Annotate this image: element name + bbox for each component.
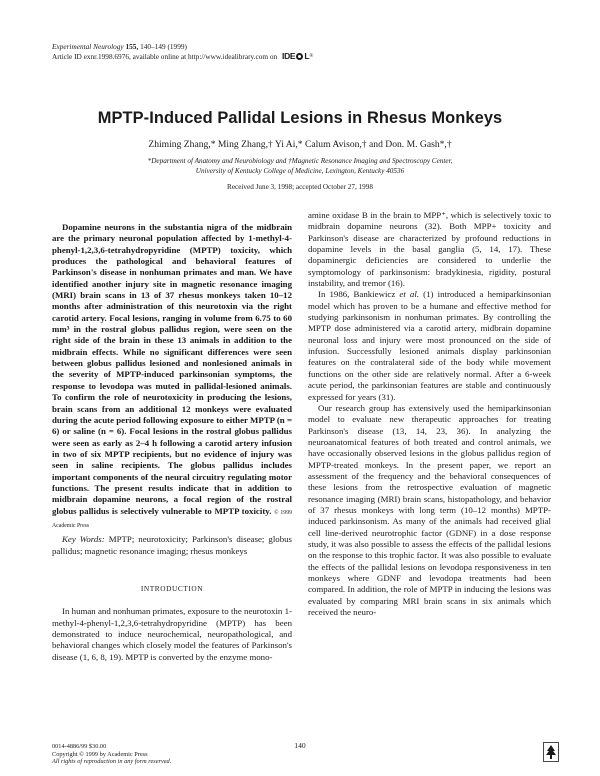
article-id-text: Article ID exnr.1998.6976, available online at http://www.idealibrary.com on [52,51,278,61]
journal-pages-year: 140–149 (1999) [140,42,187,51]
abstract-copyright: © 1999 Academic Press [52,509,292,529]
left-column [52,222,292,663]
introduction-heading: INTRODUCTION [140,583,204,593]
affiliation-line-2: University of Kentucky College of Medicine, Lexington, Kentucky 40536 [195,167,405,175]
intro-paragraph-3-rest: (1) introduced a hemiparkinsonian model which has proven to be a humane and effective method for studying parkinsonism in nonhuman primates. By controlling the MPTP dose administered via a carotid artery, midbrain dopamine neuronal loss and injury were most pronounced on the side of infusion. Successfully lesioned animals display parkinsonian features on the contralateral side of the body while movement functions on the other side are relatively normal. After a 6-week acute period, the parkinsonian features are stable and continuously expressed for years (31). [308,289,551,402]
article-title: MPTP-Induced Pallidal Lesions in Rhesus Monkeys [97,109,503,127]
author-list: Zhiming Zhang,* Ming Zhang,† Yi Ai,* Calum Avison,† and Don. M. Gash*,† [148,139,452,150]
intro-paragraph-1: In human and nonhuman primates, exposure to the neurotoxin 1-methyl-4-phenyl-1,2,3,6-tetrahydropyridine (MPTP) has been demonstrated to induce neurochemical, neuropathological, and behavioral changes which closely model the features of Parkinson's disease (1, 6, 8, 19). MPTP is converted by the enzyme mono- [52,606,292,662]
affiliations [0,156,600,176]
journal-header [52,42,313,62]
article-id-line [52,52,313,62]
intro-paragraph-2: amine oxidase B in the brain to MPP⁺, which is selectively toxic to midbrain dopamine neurons (32). Both MPP+ toxicity and Parkinson's disease are characterized by profound reductions in dopamine levels in the basal ganglia (5, 14, 17). These dopaminergic deficiencies are considered to underlie the symptomology of parkinsonism: bradykinesia, rigidity, postural instability, and tremor (16). [308,210,551,289]
footer-rights: All rights of reproduction in any form reserved. [52,758,172,766]
right-column [308,210,551,618]
abstract [52,222,292,532]
intro-paragraph-3 [308,289,551,402]
keywords [52,534,292,557]
intro-paragraph-4: Our research group has extensively used the hemiparkinsonian model to evaluate new therapeutic approaches for treating Parkinson's disease (13, 14, 23, 36). In analyzing the neuroanatomical features of both treated and control animals, we have occasionally observed lesions in the globus pallidus region of MPTP-treated monkeys. In the present paper, we report an assessment of the frequency and the behavioral consequences of these lesions from the retrospective evaluation of magnetic resonance imaging (MRI) brain scans, histopathology, and behavior of 37 rhesus monkeys with long term (10–12 months) MPTP-induced parkinsonism. As many of the animals had received glial cell line-derived neurotrophic factor (GDNF) in a dose response study, it was also possible to assess the effects of the pallidal lesions on the response to this trophic factor. It was also possible to evaluate the effects of the pallidal lesions on levodopa responsiveness in ten monkeys where GDNF and levodopa treatments had been compared. In addition, the role of MPTP in inducing the lesions was evaluated by comparing MRI brain scans in six animals which received the neuro- [308,402,551,618]
et-al: et al. [399,289,420,300]
ideal-logo-text-a: IDE [282,51,296,62]
ideal-logo-trademark: ® [309,54,314,60]
ideal-logo-text-b: L [304,51,310,62]
publisher-tree-logo-icon [543,742,559,762]
keywords-text: MPTP; neurotoxicity; Parkinson's disease; globus pallidus; magnetic resonance imaging; rhesus monkeys [52,534,292,556]
abstract-text: Dopamine neurons in the substantia nigra of the midbrain are the primary neuronal population affected by 1-methyl-4-phenyl-1,2,3,6-tetrahydropyridine (MPTP) toxicity, which produces the pathological and behavioral features of Parkinson's disease in nonhuman primates and man. We have identified another injury site in magnetic resonance imaging (MRI) brain scans in 13 of 37 rhesus monkeys taken 10–12 months after administration of this neurotoxin via the right carotid artery. Focal lesions, ranging in volume from 6.75 to 60 mm³ in the rostral globus pallidus region, were seen on the right side of the brain in these 13 animals in addition to the midbrain effects. While no significant differences were seen between globus pallidus lesioned and nonlesioned animals in the severity of MPTP-induced parkinsonian symptoms, the response to levodopa was muted in pallidal-lesioned animals. To confirm the role of neurotoxicity in producing the lesions, brain scans from an additional 12 monkeys were evaluated during the acute period following exposure to either MPTP (n = 6) or saline (n = 6). Focal lesions in the rostral globus pallidus were seen as early as 2–4 h following a carotid artery infusion in two of six MPTP recipients, but no evidence of injury was seen in saline recipients. The globus pallidus includes important components of the neural circuitry regulating motor functions. The present results indicate that in addition to midbrain dopamine neurons, a focal region of the rostral globus pallidus is selectively vulnerable to MPTP toxicity. [52,222,292,516]
received-dates: Received June 3, 1998; accepted October 27, 1998 [227,183,373,191]
journal-name: Experimental Neurology [52,42,124,51]
keywords-label: Key Words: [62,534,105,545]
journal-volume: 155, [125,42,139,51]
intro-paragraph-3-start: In 1986, Bankiewicz [318,289,400,300]
affiliation-line-1: *Department of Anatomy and Neurobiology and †Magnetic Resonance Imaging and Spectroscopy Center, [147,157,453,165]
ideal-logo-dot-icon [296,53,303,60]
footer-issn: 0014-4886/99 $30.00 [52,743,107,750]
ideal-logo [282,52,313,62]
journal-citation [52,42,313,52]
page-number: 140 [294,741,306,750]
footer-copyright: Copyright © 1999 by Academic Press [52,750,148,758]
